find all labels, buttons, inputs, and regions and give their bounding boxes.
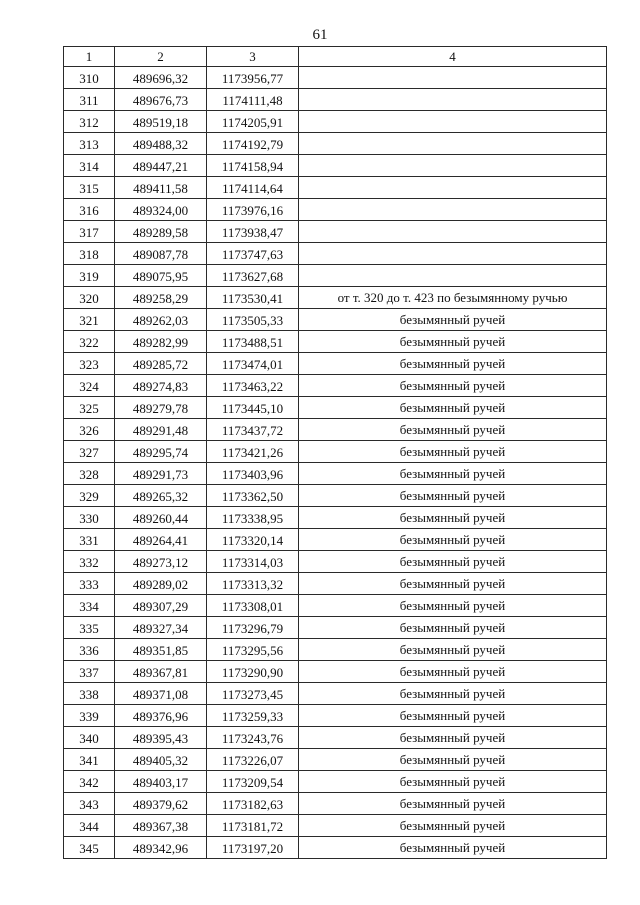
table-row	[64, 771, 607, 793]
table-row	[64, 375, 607, 397]
description-cell: безымянный ручей	[299, 375, 607, 397]
coordinates-table	[63, 46, 607, 859]
point-number-cell: 314	[64, 155, 115, 177]
description-cell: безымянный ручей	[299, 793, 607, 815]
point-number-cell: 319	[64, 265, 115, 287]
table-row	[64, 463, 607, 485]
table-row	[64, 419, 607, 441]
table-row	[64, 727, 607, 749]
description-cell: безымянный ручей	[299, 837, 607, 859]
description-cell: безымянный ручей	[299, 463, 607, 485]
description-cell: безымянный ручей	[299, 639, 607, 661]
description-cell: безымянный ручей	[299, 551, 607, 573]
x-coordinate-cell: 489279,78	[115, 397, 207, 419]
table-row	[64, 177, 607, 199]
description-cell: безымянный ручей	[299, 595, 607, 617]
table-row	[64, 67, 607, 89]
table-row	[64, 661, 607, 683]
x-coordinate-cell: 489087,78	[115, 243, 207, 265]
table-row	[64, 331, 607, 353]
description-cell: безымянный ручей	[299, 353, 607, 375]
table-row	[64, 89, 607, 111]
description-cell: безымянный ручей	[299, 573, 607, 595]
x-coordinate-cell: 489075,95	[115, 265, 207, 287]
y-coordinate-cell: 1173313,32	[207, 573, 299, 595]
table-row	[64, 485, 607, 507]
description-cell: безымянный ручей	[299, 661, 607, 683]
point-number-cell: 311	[64, 89, 115, 111]
x-coordinate-cell: 489274,83	[115, 375, 207, 397]
point-number-cell: 328	[64, 463, 115, 485]
header-description: 4	[299, 47, 607, 67]
table-row	[64, 551, 607, 573]
table-row	[64, 111, 607, 133]
x-coordinate-cell: 489291,73	[115, 463, 207, 485]
y-coordinate-cell: 1173296,79	[207, 617, 299, 639]
table-row	[64, 353, 607, 375]
point-number-cell: 318	[64, 243, 115, 265]
description-cell: безымянный ручей	[299, 727, 607, 749]
x-coordinate-cell: 489327,34	[115, 617, 207, 639]
y-coordinate-cell: 1173445,10	[207, 397, 299, 419]
description-cell: безымянный ручей	[299, 419, 607, 441]
x-coordinate-cell: 489262,03	[115, 309, 207, 331]
x-coordinate-cell: 489403,17	[115, 771, 207, 793]
description-cell	[299, 221, 607, 243]
x-coordinate-cell: 489265,32	[115, 485, 207, 507]
y-coordinate-cell: 1173197,20	[207, 837, 299, 859]
header-row	[64, 47, 607, 67]
point-number-cell: 326	[64, 419, 115, 441]
point-number-cell: 327	[64, 441, 115, 463]
y-coordinate-cell: 1173976,16	[207, 199, 299, 221]
point-number-cell: 337	[64, 661, 115, 683]
x-coordinate-cell: 489285,72	[115, 353, 207, 375]
table-row	[64, 221, 607, 243]
x-coordinate-cell: 489405,32	[115, 749, 207, 771]
description-cell	[299, 265, 607, 287]
y-coordinate-cell: 1173182,63	[207, 793, 299, 815]
description-cell	[299, 67, 607, 89]
x-coordinate-cell: 489519,18	[115, 111, 207, 133]
point-number-cell: 322	[64, 331, 115, 353]
header-y-coordinate: 3	[207, 47, 299, 67]
y-coordinate-cell: 1173243,76	[207, 727, 299, 749]
point-number-cell: 340	[64, 727, 115, 749]
point-number-cell: 336	[64, 639, 115, 661]
point-number-cell: 344	[64, 815, 115, 837]
point-number-cell: 335	[64, 617, 115, 639]
table-header	[64, 47, 607, 67]
description-cell	[299, 155, 607, 177]
x-coordinate-cell: 489289,58	[115, 221, 207, 243]
x-coordinate-cell: 489264,41	[115, 529, 207, 551]
x-coordinate-cell: 489367,38	[115, 815, 207, 837]
x-coordinate-cell: 489411,58	[115, 177, 207, 199]
point-number-cell: 330	[64, 507, 115, 529]
point-number-cell: 331	[64, 529, 115, 551]
y-coordinate-cell: 1173474,01	[207, 353, 299, 375]
y-coordinate-cell: 1173314,03	[207, 551, 299, 573]
description-cell	[299, 243, 607, 265]
point-number-cell: 317	[64, 221, 115, 243]
point-number-cell: 324	[64, 375, 115, 397]
x-coordinate-cell: 489351,85	[115, 639, 207, 661]
point-number-cell: 323	[64, 353, 115, 375]
y-coordinate-cell: 1173290,90	[207, 661, 299, 683]
x-coordinate-cell: 489395,43	[115, 727, 207, 749]
y-coordinate-cell: 1174192,79	[207, 133, 299, 155]
point-number-cell: 321	[64, 309, 115, 331]
table-row	[64, 265, 607, 287]
description-cell: безымянный ручей	[299, 771, 607, 793]
description-cell: от т. 320 до т. 423 по безымянному ручью	[299, 287, 607, 309]
x-coordinate-cell: 489260,44	[115, 507, 207, 529]
point-number-cell: 334	[64, 595, 115, 617]
y-coordinate-cell: 1173437,72	[207, 419, 299, 441]
x-coordinate-cell: 489282,99	[115, 331, 207, 353]
point-number-cell: 315	[64, 177, 115, 199]
x-coordinate-cell: 489379,62	[115, 793, 207, 815]
y-coordinate-cell: 1173209,54	[207, 771, 299, 793]
y-coordinate-cell: 1173421,26	[207, 441, 299, 463]
table-row	[64, 199, 607, 221]
description-cell	[299, 199, 607, 221]
table-row	[64, 749, 607, 771]
page-number: 61	[312, 27, 328, 43]
point-number-cell: 329	[64, 485, 115, 507]
description-cell: безымянный ручей	[299, 749, 607, 771]
x-coordinate-cell: 489324,00	[115, 199, 207, 221]
y-coordinate-cell: 1174205,91	[207, 111, 299, 133]
x-coordinate-cell: 489696,32	[115, 67, 207, 89]
description-cell: безымянный ручей	[299, 309, 607, 331]
point-number-cell: 320	[64, 287, 115, 309]
description-cell	[299, 89, 607, 111]
table-row	[64, 837, 607, 859]
x-coordinate-cell: 489488,32	[115, 133, 207, 155]
point-number-cell: 332	[64, 551, 115, 573]
y-coordinate-cell: 1173362,50	[207, 485, 299, 507]
table-row	[64, 705, 607, 727]
table-row	[64, 441, 607, 463]
y-coordinate-cell: 1173273,45	[207, 683, 299, 705]
point-number-cell: 313	[64, 133, 115, 155]
point-number-cell: 338	[64, 683, 115, 705]
point-number-cell: 339	[64, 705, 115, 727]
table-row	[64, 507, 607, 529]
point-number-cell: 341	[64, 749, 115, 771]
y-coordinate-cell: 1173226,07	[207, 749, 299, 771]
y-coordinate-cell: 1173956,77	[207, 67, 299, 89]
y-coordinate-cell: 1174158,94	[207, 155, 299, 177]
description-cell: безымянный ручей	[299, 815, 607, 837]
x-coordinate-cell: 489367,81	[115, 661, 207, 683]
point-number-cell: 310	[64, 67, 115, 89]
table-row	[64, 639, 607, 661]
table-row	[64, 155, 607, 177]
y-coordinate-cell: 1173308,01	[207, 595, 299, 617]
table-row	[64, 309, 607, 331]
y-coordinate-cell: 1173530,41	[207, 287, 299, 309]
point-number-cell: 325	[64, 397, 115, 419]
y-coordinate-cell: 1173627,68	[207, 265, 299, 287]
description-cell: безымянный ручей	[299, 507, 607, 529]
y-coordinate-cell: 1173295,56	[207, 639, 299, 661]
x-coordinate-cell: 489289,02	[115, 573, 207, 595]
table-row	[64, 133, 607, 155]
x-coordinate-cell: 489371,08	[115, 683, 207, 705]
description-cell	[299, 111, 607, 133]
x-coordinate-cell: 489291,48	[115, 419, 207, 441]
description-cell	[299, 133, 607, 155]
description-cell	[299, 177, 607, 199]
description-cell: безымянный ручей	[299, 331, 607, 353]
y-coordinate-cell: 1173505,33	[207, 309, 299, 331]
y-coordinate-cell: 1173463,22	[207, 375, 299, 397]
y-coordinate-cell: 1174114,64	[207, 177, 299, 199]
table-body	[64, 67, 607, 859]
point-number-cell: 345	[64, 837, 115, 859]
table-row	[64, 573, 607, 595]
description-cell: безымянный ручей	[299, 529, 607, 551]
y-coordinate-cell: 1173403,96	[207, 463, 299, 485]
table-row	[64, 617, 607, 639]
point-number-cell: 342	[64, 771, 115, 793]
table-row	[64, 287, 607, 309]
x-coordinate-cell: 489307,29	[115, 595, 207, 617]
description-cell: безымянный ручей	[299, 441, 607, 463]
y-coordinate-cell: 1174111,48	[207, 89, 299, 111]
table-row	[64, 397, 607, 419]
x-coordinate-cell: 489676,73	[115, 89, 207, 111]
y-coordinate-cell: 1173320,14	[207, 529, 299, 551]
table-row	[64, 595, 607, 617]
table-row	[64, 243, 607, 265]
x-coordinate-cell: 489258,29	[115, 287, 207, 309]
table-row	[64, 793, 607, 815]
y-coordinate-cell: 1173338,95	[207, 507, 299, 529]
description-cell: безымянный ручей	[299, 485, 607, 507]
description-cell: безымянный ручей	[299, 397, 607, 419]
x-coordinate-cell: 489447,21	[115, 155, 207, 177]
table-row	[64, 529, 607, 551]
x-coordinate-cell: 489342,96	[115, 837, 207, 859]
point-number-cell: 312	[64, 111, 115, 133]
point-number-cell: 343	[64, 793, 115, 815]
description-cell: безымянный ручей	[299, 617, 607, 639]
description-cell: безымянный ручей	[299, 705, 607, 727]
header-x-coordinate: 2	[115, 47, 207, 67]
y-coordinate-cell: 1173488,51	[207, 331, 299, 353]
y-coordinate-cell: 1173181,72	[207, 815, 299, 837]
header-point-number: 1	[64, 47, 115, 67]
y-coordinate-cell: 1173747,63	[207, 243, 299, 265]
y-coordinate-cell: 1173938,47	[207, 221, 299, 243]
x-coordinate-cell: 489376,96	[115, 705, 207, 727]
table-row	[64, 815, 607, 837]
point-number-cell: 333	[64, 573, 115, 595]
y-coordinate-cell: 1173259,33	[207, 705, 299, 727]
table-row	[64, 683, 607, 705]
point-number-cell: 316	[64, 199, 115, 221]
x-coordinate-cell: 489273,12	[115, 551, 207, 573]
description-cell: безымянный ручей	[299, 683, 607, 705]
x-coordinate-cell: 489295,74	[115, 441, 207, 463]
